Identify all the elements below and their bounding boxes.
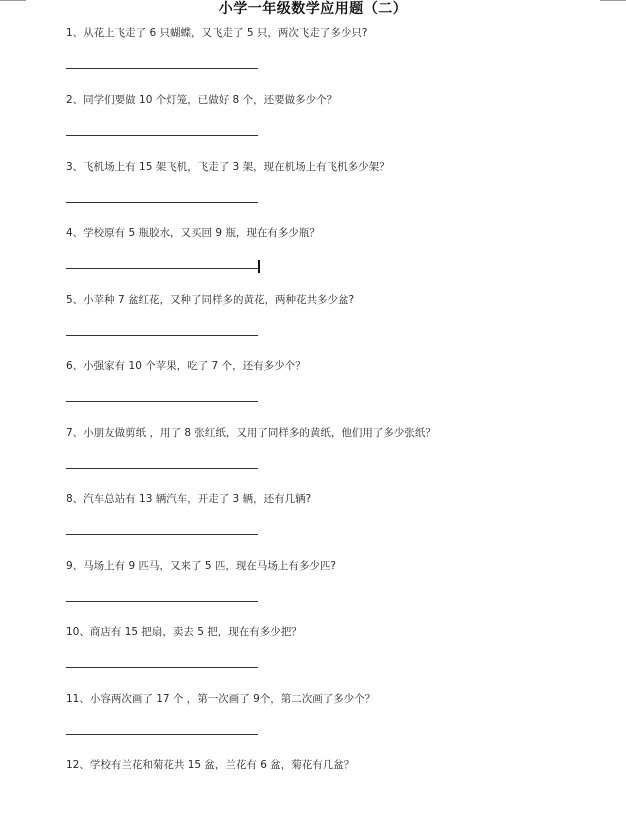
question-12 [66, 758, 606, 818]
question-text: 5、小苹种 7 盆红花，又种了同样多的黄花，两种花共多少盆? [66, 294, 355, 306]
question-text: 6、小强家有 10 个苹果，吃了 7 个，还有多少个？ [66, 360, 306, 372]
question-4 [66, 226, 606, 286]
answer-line[interactable] [66, 268, 258, 269]
answer-line[interactable] [66, 468, 258, 469]
question-11 [66, 692, 606, 752]
question-text: 8、汽车总站有 13 辆汽车，开走了 3 辆，还有几辆? [66, 493, 312, 505]
answer-line[interactable] [66, 135, 258, 136]
answer-line[interactable] [66, 335, 258, 336]
question-text: 10、商店有 15 把扇，卖去 5 把，现在有多少把？ [66, 626, 302, 638]
question-text: 7、小朋友做剪纸 ，用了 8 张红纸，又用了同样多的黄纸，他们用了多少张纸？ [66, 427, 436, 439]
text-cursor [258, 260, 260, 273]
question-1 [66, 26, 606, 86]
answer-line[interactable] [66, 601, 258, 602]
page-title: 小学一年级数学应用题（二） [218, 1, 408, 17]
question-text: 1、从花上飞走了 6 只蝴蝶，又飞走了 5 只，两次飞走了多少只? [66, 27, 368, 39]
answer-line[interactable] [66, 534, 258, 535]
question-text: 4、学校原有 5 瓶胶水，又买回 9 瓶，现在有多少瓶？ [66, 227, 320, 239]
answer-line[interactable] [66, 667, 258, 668]
question-text: 2、同学们要做 10 个灯笼，已做好 8 个，还要做多少个？ [66, 94, 338, 106]
answer-line[interactable] [66, 734, 258, 735]
question-2 [66, 93, 606, 153]
answer-line[interactable] [66, 401, 258, 402]
answer-line[interactable] [66, 68, 258, 69]
question-8 [66, 492, 606, 552]
question-text: 11、小容两次画了 17 个 ，第一次画了 9个，第二次画了多少个？ [66, 693, 376, 705]
answer-line[interactable] [66, 202, 258, 203]
question-9 [66, 559, 606, 619]
question-7 [66, 426, 606, 486]
question-6 [66, 359, 606, 419]
question-text: 12、学校有兰花和菊花共 15 盆，兰花有 6 盆，菊花有几盆？ [66, 759, 355, 771]
question-10 [66, 625, 606, 685]
question-text: 9、马场上有 9 匹马，又来了 5 匹，现在马场上有多少匹? [66, 560, 336, 572]
question-3 [66, 160, 606, 220]
question-text: 3、飞机场上有 15 架飞机，飞走了 3 架，现在机场上有飞机多少架？ [66, 161, 390, 173]
question-5 [66, 293, 606, 353]
